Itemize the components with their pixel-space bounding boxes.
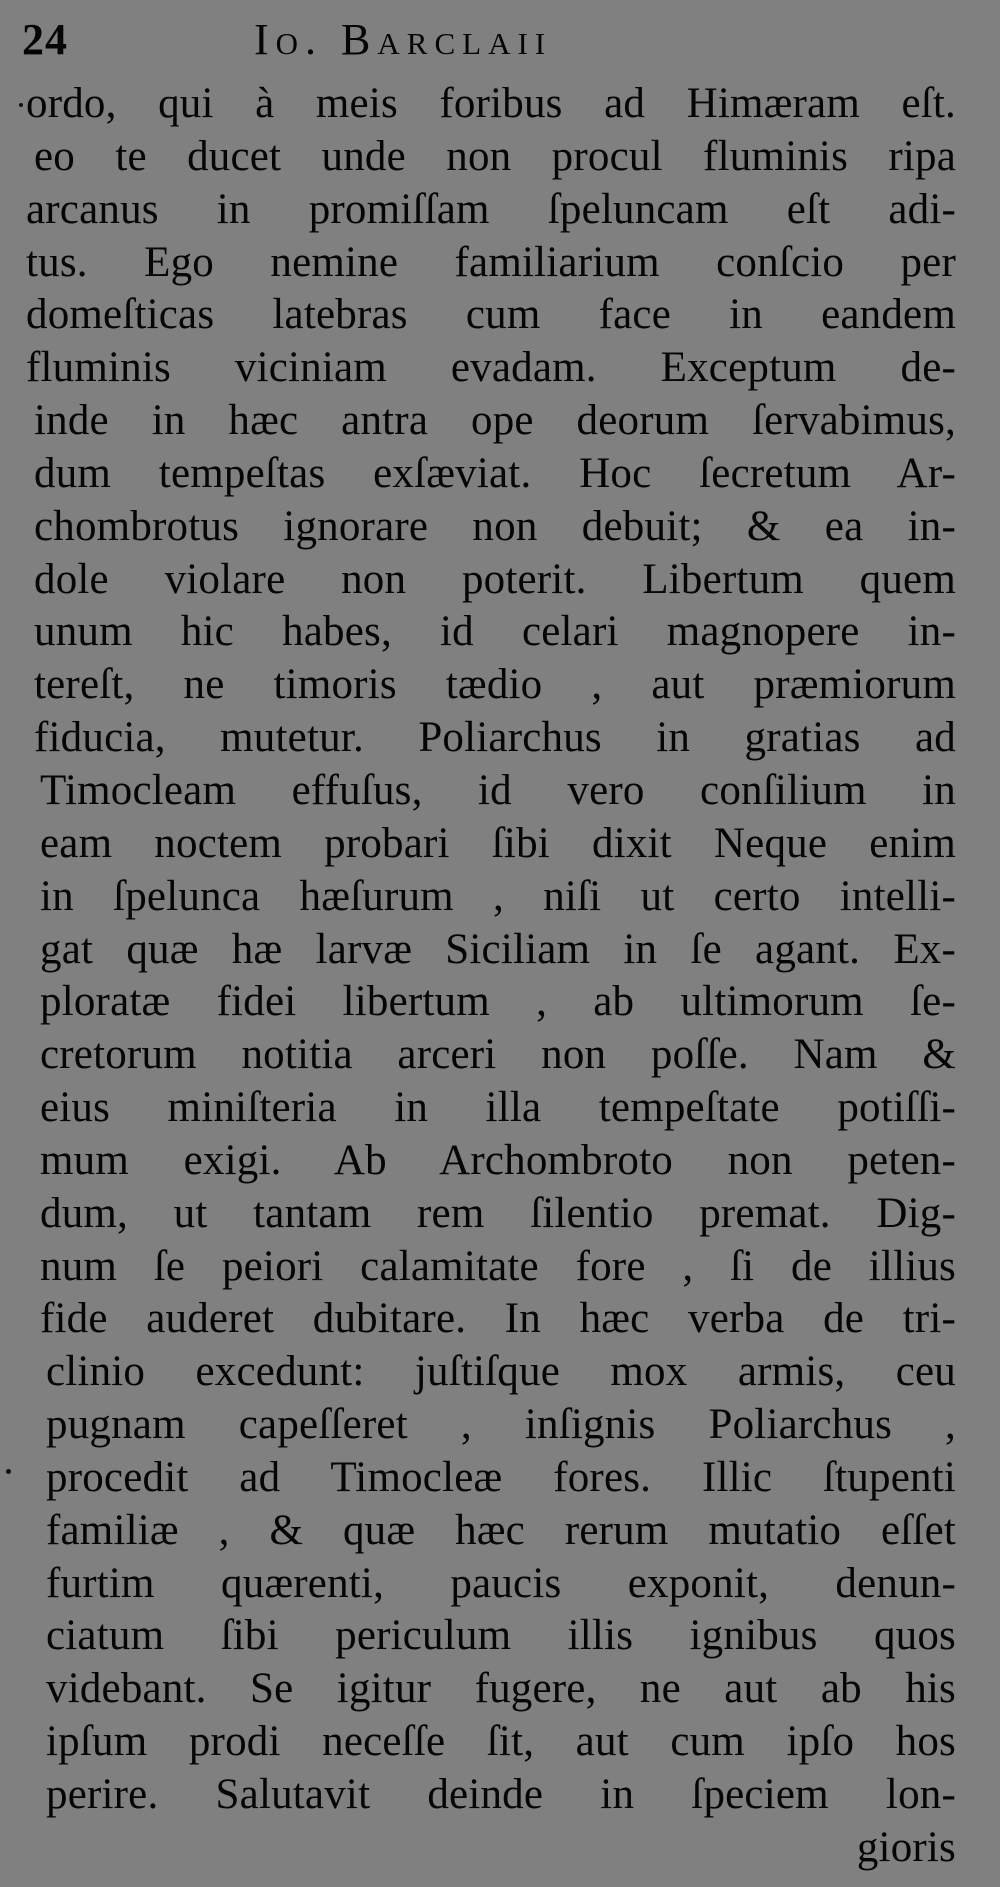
text-line: ciatum ſibi periculum illis ignibus quos — [46, 1612, 956, 1660]
text-line: arcanus in promiſſam ſpeluncam eſt adi- — [26, 185, 956, 233]
text-line: Timocleam effuſus, id vero conſilium in — [40, 766, 956, 814]
text-line: domeſticas latebras cum face in eandem — [26, 291, 956, 339]
text-line: fluminis viciniam evadam. Exceptum de- — [26, 344, 956, 392]
text-line: ploratæ fidei libertum , ab ultimorum ſe- — [40, 978, 956, 1026]
text-line: clinio excedunt: juſtiſque mox armis, ceu — [46, 1348, 956, 1396]
text-line: ipſum prodi neceſſe ſit, aut cum ipſo hos — [46, 1718, 956, 1766]
text-line: chombrotus ignorare non debuit; & ea in- — [34, 502, 956, 550]
text-line: familiæ , & quæ hæc rerum mutatio eſſet — [46, 1506, 956, 1554]
text-line: furtim quærenti, paucis exponit, denun- — [46, 1559, 956, 1607]
text-line: eius miniſteria in illa tempeſtate potiſſi- — [40, 1084, 956, 1132]
text-line: ordo, qui à meis foribus ad Himæram eſt. — [26, 80, 956, 127]
text-line: dum tempeſtas exſæviat. Hoc ſecretum Ar- — [34, 449, 956, 497]
text-line: in ſpelunca hæſurum , niſi ut certo intelli- — [40, 872, 956, 920]
text-line: pugnam capeſſeret , inſignis Poliarchus , — [46, 1401, 956, 1449]
page-number: 24 — [22, 15, 68, 64]
text-line: dole violare non poterit. Libertum quem — [34, 555, 956, 603]
text-line: unum hic habes, id celari magnopere in- — [34, 608, 956, 656]
text-line: gat quæ hæ larvæ Siciliam in ſe agant. Ex- — [40, 925, 956, 973]
ink-speck — [19, 103, 23, 107]
running-head: Io. Barclaii — [254, 15, 553, 64]
page-header — [22, 14, 962, 74]
text-line: procedit ad Timocleæ fores. Illic ſtupenti — [46, 1453, 956, 1501]
text-line: num ſe peiori calamitate fore , ſi de illius — [40, 1242, 956, 1290]
text-line: videbant. Se igitur fugere, ne aut ab his — [46, 1665, 956, 1713]
text-line: inde in hæc antra ope deorum ſervabimus, — [34, 397, 956, 445]
text-line: mum exigi. Ab Archombroto non peten- — [40, 1136, 956, 1184]
catchword: gioris — [856, 1823, 956, 1871]
text-line: dum, ut tantam rem ſilentio premat. Dig- — [40, 1189, 956, 1237]
text-line: perire. Salutavit deinde in ſpeciem lon- — [46, 1771, 956, 1818]
text-line: cretorum notitia arceri non poſſe. Nam & — [40, 1031, 956, 1079]
text-line: tereſt, ne timoris tædio , aut præmiorum — [34, 661, 956, 709]
body-text — [26, 78, 956, 1875]
text-line: fide auderet dubitare. In hæc verba de tri- — [40, 1295, 956, 1343]
text-line: fiducia, mutetur. Poliarchus in gratias ad — [34, 714, 956, 762]
text-line: tus. Ego nemine familiarium conſcio per — [26, 238, 956, 286]
text-line: eo te ducet unde non procul fluminis ripa — [34, 132, 956, 180]
margin-mark — [6, 1469, 11, 1474]
text-line: eam noctem probari ſibi dixit Neque enim — [40, 819, 956, 867]
